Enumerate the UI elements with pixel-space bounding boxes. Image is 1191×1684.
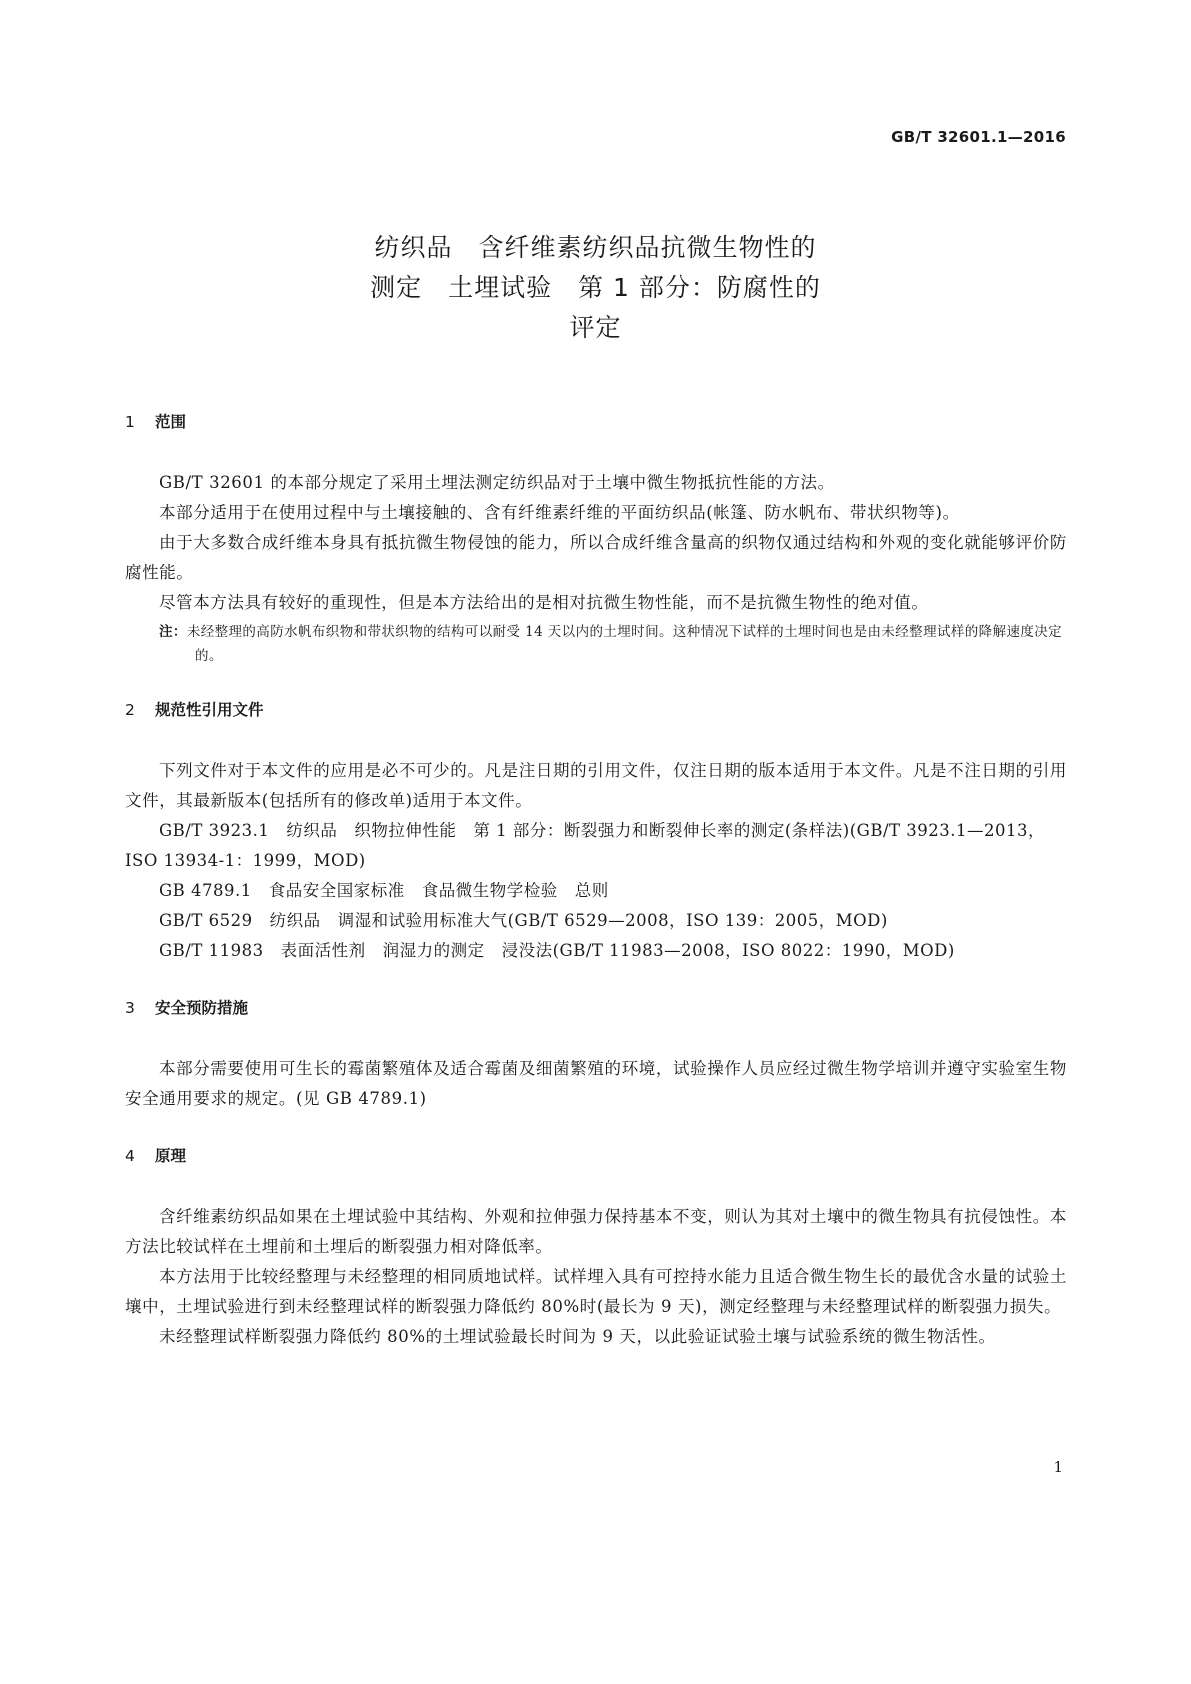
section-3-heading <box>125 996 1067 1020</box>
title-line-3: 评定 <box>569 313 622 342</box>
section-1-paragraph-3: 由于大多数合成纤维本身具有抵抗微生物侵蚀的能力，所以合成纤维含量高的织物仅通过结构和外观的变化就能够评价防腐性能。 <box>125 533 1067 582</box>
section-1-number: 1 <box>125 413 135 431</box>
reference-item: GB/T 6529 纺织品 调湿和试验用标准大气(GB/T 6529—2008，ISO 139：2005，MOD) <box>159 911 888 930</box>
section-3-number: 3 <box>125 999 135 1017</box>
document-title <box>0 228 1191 348</box>
section-1-paragraph-4: 尽管本方法具有较好的重现性，但是本方法给出的是相对抗微生物性能，而不是抗微生物性的绝对值。 <box>159 593 929 612</box>
section-1-heading <box>125 410 1067 434</box>
section-4-paragraph-3: 未经整理试样断裂强力降低约 80%的土埋试验最长时间为 9 天，以此验证试验土壤与试验系统的微生物活性。 <box>159 1327 996 1346</box>
section-4-number: 4 <box>125 1147 135 1165</box>
section-2-title: 规范性引用文件 <box>155 701 264 719</box>
section-4-title: 原理 <box>155 1147 187 1165</box>
note-text: 未经整理的高防水帆布织物和带状织物的结构可以耐受 14 天以内的土埋时间。这种情况下试样的土埋时间也是由未经整理试样的降解速度决定的。 <box>186 624 1063 664</box>
section-2-paragraph-1: 下列文件对于本文件的应用是必不可少的。凡是注日期的引用文件，仅注日期的版本适用于本文件。凡是不注日期的引用文件，其最新版本(包括所有的修改单)适用于本文件。 <box>125 761 1067 810</box>
section-2-heading <box>125 698 1067 722</box>
section-1-paragraph-2: 本部分适用于在使用过程中与土壤接触的、含有纤维素纤维的平面纺织品(帐篷、防水帆布、带状织物等)。 <box>159 503 960 522</box>
standard-code: GB/T 32601.1—2016 <box>891 128 1066 146</box>
section-3-paragraph-1: 本部分需要使用可生长的霉菌繁殖体及适合霉菌及细菌繁殖的环境，试验操作人员应经过微生物学培训并遵守实验室生物安全通用要求的规定。(见 GB 4789.1) <box>125 1059 1067 1108</box>
section-2-number: 2 <box>125 701 135 719</box>
title-line-2: 测定 土埋试验 第 1 部分：防腐性的 <box>370 273 821 302</box>
section-4-paragraph-2: 本方法用于比较经整理与未经整理的相同质地试样。试样埋入具有可控持水能力且适合微生物生长的最优含水量的试验土壤中，土埋试验进行到未经整理试样的断裂强力降低约 80%时(最长为 9 天)，测定经整理与未经整理试样的断裂强力损失。 <box>125 1267 1067 1316</box>
page-number: 1 <box>1053 1458 1063 1476</box>
section-4-heading <box>125 1144 1067 1168</box>
title-line-1: 纺织品 含纤维素纺织品抗微生物性的 <box>374 233 817 262</box>
section-1-paragraph-1: GB/T 32601 的本部分规定了采用土埋法测定纺织品对于土壤中微生物抵抗性能的方法。 <box>159 473 835 492</box>
reference-item: GB/T 11983 表面活性剂 润湿力的测定 浸没法(GB/T 11983—2008，ISO 8022：1990，MOD) <box>159 941 955 960</box>
section-1-title: 范围 <box>155 413 187 431</box>
note-label: 注： <box>159 624 187 640</box>
document-body <box>125 410 1067 1352</box>
section-4-paragraph-1: 含纤维素纺织品如果在土埋试验中其结构、外观和拉伸强力保持基本不变，则认为其对土壤中的微生物具有抗侵蚀性。本方法比较试样在土埋前和土埋后的断裂强力相对降低率。 <box>125 1207 1067 1256</box>
reference-item: GB 4789.1 食品安全国家标准 食品微生物学检验 总则 <box>159 881 609 900</box>
section-1-note <box>159 620 1067 668</box>
section-3-title: 安全预防措施 <box>155 999 249 1017</box>
reference-item: GB/T 3923.1 纺织品 织物拉伸性能 第 1 部分：断裂强力和断裂伸长率的测定(条样法)(GB/T 3923.1—2013，ISO 13934-1：1999，MOD) <box>125 821 1045 870</box>
